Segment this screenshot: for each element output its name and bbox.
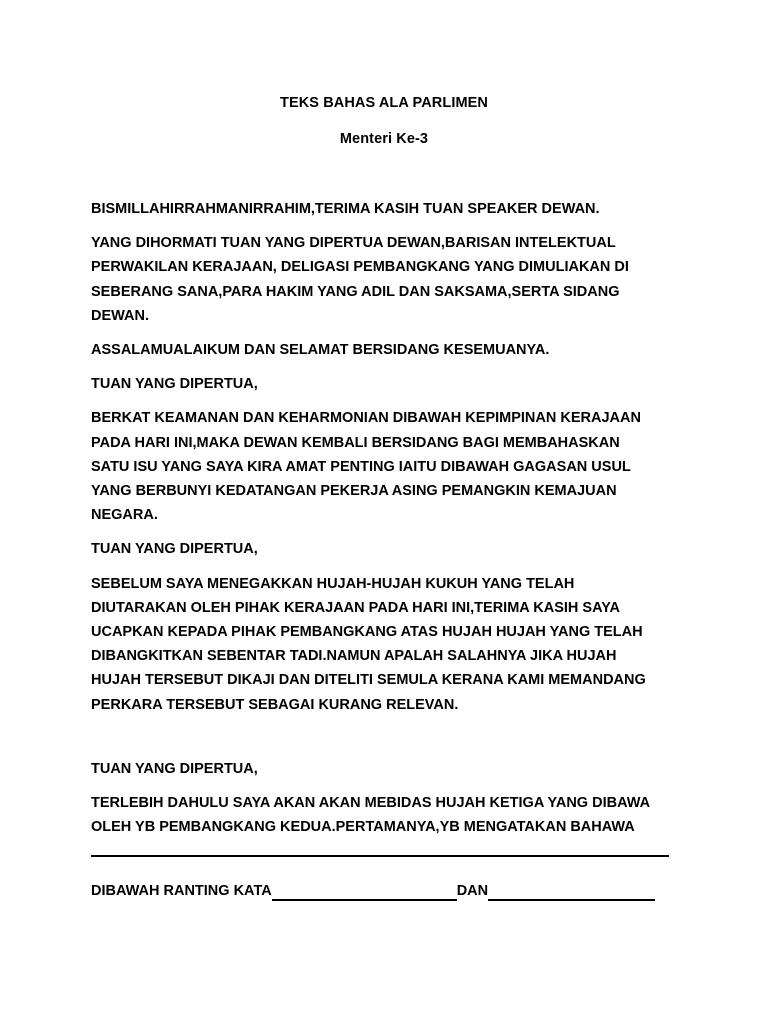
- paragraph: [91, 231, 691, 328]
- paragraph: [91, 791, 691, 839]
- paragraph-line: PADA HARI INI,MAKA DEWAN KEMBALI BERSIDANG BAGI MEMBAHASKAN: [91, 434, 620, 451]
- paragraph-line: TUAN YANG DIPERTUA,: [91, 541, 258, 558]
- paragraph: [91, 537, 691, 561]
- paragraph: [91, 572, 691, 717]
- paragraph-line: HUJAH TERSEBUT DIKAJI DAN DITELITI SEMULA KERANA KAMI MEMANDANG: [91, 672, 646, 689]
- paragraph-line: TUAN YANG DIPERTUA,: [91, 760, 258, 777]
- fill-in-prefix: DIBAWAH RANTING KATA: [91, 883, 272, 900]
- paragraph-line: ASSALAMUALAIKUM DAN SELAMAT BERSIDANG KESEMUANYA.: [91, 342, 550, 359]
- paragraph-line: NEGARA.: [91, 507, 158, 524]
- paragraph-line: YANG DIHORMATI TUAN YANG DIPERTUA DEWAN,BARISAN INTELEKTUAL: [91, 235, 616, 252]
- paragraph-line: YANG BERBUNYI KEDATANGAN PEKERJA ASING PEMANGKIN KEMAJUAN: [91, 483, 617, 500]
- page-subtitle: Menteri Ke-3: [339, 131, 429, 147]
- answer-blank-line: [91, 855, 669, 857]
- fill-in-middle: DAN: [456, 883, 489, 900]
- paragraph-line: DIBANGKITKAN SEBENTAR TADI.NAMUN APALAH SALAHNYA JIKA HUJAH: [91, 648, 617, 665]
- paragraph-gap: [91, 727, 691, 757]
- page-title: TEKS BAHAS ALA PARLIMEN: [280, 95, 488, 111]
- paragraph-line: PERWAKILAN KERAJAAN, DELIGASI PEMBANGKANG YANG DIMULIAKAN DI: [91, 259, 629, 276]
- paragraph-line: TUAN YANG DIPERTUA,: [91, 376, 258, 393]
- paragraph-line: OLEH YB PEMBANGKANG KEDUA.PERTAMANYA,YB MENGATAKAN BAHAWA: [91, 819, 635, 836]
- paragraph-line: BERKAT KEAMANAN DAN KEHARMONIAN DIBAWAH KEPIMPINAN KERAJAAN: [91, 410, 641, 427]
- fill-in-line: [91, 879, 691, 903]
- paragraph-line: DEWAN.: [91, 307, 149, 324]
- document-body: [91, 197, 691, 904]
- paragraph-list: [91, 197, 691, 717]
- paragraph-line: PERKARA TERSEBUT SEBAGAI KURANG RELEVAN.: [91, 696, 459, 713]
- paragraph: [91, 406, 691, 527]
- paragraph: [91, 372, 691, 396]
- paragraph: [91, 338, 691, 362]
- paragraph-line: SATU ISU YANG SAYA KIRA AMAT PENTING IAITU DIBAWAH GAGASAN USUL: [91, 458, 631, 475]
- paragraph: [91, 197, 691, 221]
- paragraph-line: SEBERANG SANA,PARA HAKIM YANG ADIL DAN SAKSAMA,SERTA SIDANG: [91, 283, 620, 300]
- paragraph-line: TERLEBIH DAHULU SAYA AKAN AKAN MEBIDAS HUJAH KETIGA YANG DIBAWA: [91, 795, 651, 812]
- paragraph-line: SEBELUM SAYA MENEGAKKAN HUJAH-HUJAH KUKUH YANG TELAH: [91, 575, 575, 592]
- answer-blank: [272, 899, 457, 901]
- paragraph-line: BISMILLAHIRRAHMANIRRAHIM,TERIMA KASIH TUAN SPEAKER DEWAN.: [91, 201, 600, 217]
- paragraph-line: UCAPKAN KEPADA PIHAK PEMBANGKANG ATAS HUJAH HUJAH YANG TELAH: [91, 624, 643, 641]
- answer-blank: [488, 899, 655, 901]
- paragraph: [91, 757, 691, 781]
- paragraph-line: DIUTARAKAN OLEH PIHAK KERAJAAN PADA HARI INI,TERIMA KASIH SAYA: [91, 599, 621, 616]
